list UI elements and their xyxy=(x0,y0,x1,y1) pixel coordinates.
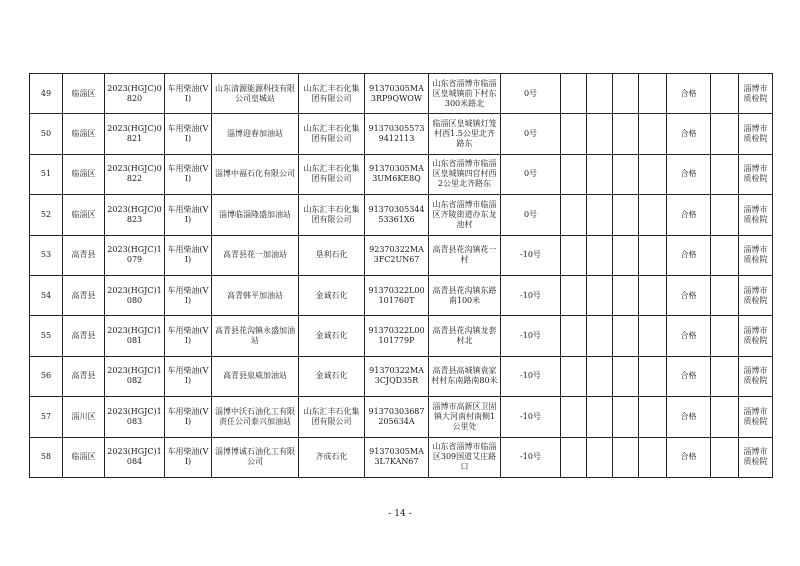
cell-station-name: 淄博临淄隆盛加油站 xyxy=(212,195,299,235)
cell-sample-id: 2023(HGJC)1083 xyxy=(105,397,165,437)
cell-address: 山东省淄博市临淄区皇城镇前下村东300米路北 xyxy=(429,74,501,114)
cell-address: 高青县花沟镇花一村 xyxy=(429,235,501,275)
cell-result: 合格 xyxy=(667,437,711,477)
cell-credit-code: 913703055739412113 xyxy=(365,114,429,154)
cell-station-name: 淄博博诚石油化工有限公司 xyxy=(212,437,299,477)
cell-agency: 淄博市质检院 xyxy=(739,356,773,396)
cell-grade: -10号 xyxy=(501,316,561,356)
cell-blank-1 xyxy=(561,275,587,315)
cell-supplier: 金诚石化 xyxy=(299,275,365,315)
cell-product: 车用柴油(VI) xyxy=(165,397,212,437)
cell-blank-3 xyxy=(613,397,639,437)
cell-row-index: 52 xyxy=(30,195,63,235)
cell-address: 高青县高城镇袁家村村东南路南80米 xyxy=(429,356,501,396)
table-row xyxy=(30,114,773,154)
cell-credit-code: 92370322MA3FC2UN67 xyxy=(365,235,429,275)
page-number: - 14 - xyxy=(388,509,412,519)
cell-result: 合格 xyxy=(667,154,711,194)
cell-result: 合格 xyxy=(667,397,711,437)
cell-blank-5 xyxy=(711,356,739,396)
cell-station-name: 高青韩平加油站 xyxy=(212,275,299,315)
cell-result: 合格 xyxy=(667,114,711,154)
table-row xyxy=(30,356,773,396)
cell-sample-id: 2023(HGJC)1082 xyxy=(105,356,165,396)
cell-result: 合格 xyxy=(667,316,711,356)
cell-result: 合格 xyxy=(667,74,711,114)
cell-sample-id: 2023(HGJC)0823 xyxy=(105,195,165,235)
cell-station-name: 淄博中沃石油化工有限责任公司泰兴加油站 xyxy=(212,397,299,437)
cell-blank-4 xyxy=(639,275,667,315)
cell-blank-3 xyxy=(613,356,639,396)
cell-product: 车用柴油(VI) xyxy=(165,437,212,477)
cell-product: 车用柴油(VI) xyxy=(165,235,212,275)
cell-result: 合格 xyxy=(667,235,711,275)
cell-row-index: 57 xyxy=(30,397,63,437)
cell-sample-id: 2023(HGJC)1079 xyxy=(105,235,165,275)
cell-product: 车用柴油(VI) xyxy=(165,275,212,315)
cell-result: 合格 xyxy=(667,356,711,396)
cell-row-index: 50 xyxy=(30,114,63,154)
cell-sample-id: 2023(HGJC)1084 xyxy=(105,437,165,477)
cell-grade: 0号 xyxy=(501,195,561,235)
cell-blank-3 xyxy=(613,437,639,477)
cell-credit-code: 91370322MA3CJQD35R xyxy=(365,356,429,396)
cell-credit-code: 91370305MA3UM6KE8Q xyxy=(365,154,429,194)
cell-station-name: 淄博中福石化有限公司 xyxy=(212,154,299,194)
cell-row-index: 55 xyxy=(30,316,63,356)
cell-blank-5 xyxy=(711,74,739,114)
cell-blank-4 xyxy=(639,356,667,396)
cell-address: 山东省淄博市临淄区齐陵街道办东龙池村 xyxy=(429,195,501,235)
cell-agency: 淄博市质检院 xyxy=(739,154,773,194)
cell-district: 高青县 xyxy=(63,235,105,275)
table-row xyxy=(30,437,773,477)
table-row xyxy=(30,74,773,114)
cell-supplier: 齐成石化 xyxy=(299,437,365,477)
cell-blank-3 xyxy=(613,316,639,356)
cell-grade: 0号 xyxy=(501,154,561,194)
cell-credit-code: 91370305MA3RP9QWOW xyxy=(365,74,429,114)
cell-station-name: 高青县花沟镇永盛加油站 xyxy=(212,316,299,356)
cell-blank-2 xyxy=(587,356,613,396)
cell-blank-3 xyxy=(613,235,639,275)
cell-blank-2 xyxy=(587,397,613,437)
cell-blank-5 xyxy=(711,275,739,315)
cell-address: 高青县花沟镇龙套村北 xyxy=(429,316,501,356)
cell-row-index: 51 xyxy=(30,154,63,194)
cell-address: 山东省淄博市临淄区皇城镇四官村西2公里北齐路东 xyxy=(429,154,501,194)
cell-agency: 淄博市质检院 xyxy=(739,195,773,235)
table-row xyxy=(30,397,773,437)
cell-agency: 淄博市质检院 xyxy=(739,397,773,437)
cell-sample-id: 2023(HGJC)0822 xyxy=(105,154,165,194)
table-body xyxy=(30,74,773,478)
cell-blank-1 xyxy=(561,316,587,356)
cell-address: 山东省淄博市临淄区309国道艾庄路口 xyxy=(429,437,501,477)
cell-district: 高青县 xyxy=(63,275,105,315)
cell-blank-1 xyxy=(561,235,587,275)
cell-agency: 淄博市质检院 xyxy=(739,275,773,315)
cell-blank-2 xyxy=(587,154,613,194)
table-row xyxy=(30,316,773,356)
cell-product: 车用柴油(VI) xyxy=(165,74,212,114)
cell-address: 淄博市高新区卫固镇大河南村南侧1公里处 xyxy=(429,397,501,437)
cell-station-name: 高青县花一加油站 xyxy=(212,235,299,275)
cell-product: 车用柴油(VI) xyxy=(165,114,212,154)
cell-credit-code: 91370322L00101779P xyxy=(365,316,429,356)
cell-agency: 淄博市质检院 xyxy=(739,235,773,275)
cell-sample-id: 2023(HGJC)1080 xyxy=(105,275,165,315)
cell-sample-id: 2023(HGJC)1081 xyxy=(105,316,165,356)
cell-blank-1 xyxy=(561,397,587,437)
cell-blank-5 xyxy=(711,316,739,356)
cell-product: 车用柴油(VI) xyxy=(165,316,212,356)
cell-blank-2 xyxy=(587,316,613,356)
cell-blank-5 xyxy=(711,397,739,437)
cell-result: 合格 xyxy=(667,195,711,235)
cell-blank-3 xyxy=(613,275,639,315)
cell-supplier: 山东汇丰石化集团有限公司 xyxy=(299,195,365,235)
cell-blank-2 xyxy=(587,195,613,235)
cell-blank-1 xyxy=(561,114,587,154)
cell-supplier: 山东汇丰石化集团有限公司 xyxy=(299,114,365,154)
cell-blank-5 xyxy=(711,437,739,477)
cell-agency: 淄博市质检院 xyxy=(739,437,773,477)
table-row xyxy=(30,195,773,235)
cell-blank-1 xyxy=(561,154,587,194)
cell-supplier: 山东汇丰石化集团有限公司 xyxy=(299,74,365,114)
cell-station-name: 山东清源能源科技有限公司皇城站 xyxy=(212,74,299,114)
cell-blank-4 xyxy=(639,114,667,154)
cell-credit-code: 9137030534453361X6 xyxy=(365,195,429,235)
cell-row-index: 58 xyxy=(30,437,63,477)
cell-agency: 淄博市质检院 xyxy=(739,74,773,114)
cell-blank-4 xyxy=(639,154,667,194)
cell-blank-1 xyxy=(561,356,587,396)
cell-agency: 淄博市质检院 xyxy=(739,316,773,356)
cell-blank-2 xyxy=(587,114,613,154)
cell-blank-4 xyxy=(639,316,667,356)
cell-credit-code: 91370303687205634A xyxy=(365,397,429,437)
cell-district: 临淄区 xyxy=(63,74,105,114)
cell-blank-4 xyxy=(639,437,667,477)
cell-district: 临淄区 xyxy=(63,437,105,477)
cell-blank-4 xyxy=(639,195,667,235)
cell-credit-code: 91370322L00101760T xyxy=(365,275,429,315)
cell-district: 临淄区 xyxy=(63,195,105,235)
cell-blank-4 xyxy=(639,397,667,437)
cell-blank-1 xyxy=(561,195,587,235)
cell-grade: -10号 xyxy=(501,397,561,437)
cell-supplier: 垦利石化 xyxy=(299,235,365,275)
cell-grade: -10号 xyxy=(501,437,561,477)
cell-credit-code: 91370305MA3L7KAN67 xyxy=(365,437,429,477)
cell-blank-2 xyxy=(587,235,613,275)
cell-sample-id: 2023(HGJC)0820 xyxy=(105,74,165,114)
cell-blank-5 xyxy=(711,235,739,275)
cell-product: 车用柴油(VI) xyxy=(165,195,212,235)
cell-district: 高青县 xyxy=(63,356,105,396)
cell-blank-5 xyxy=(711,154,739,194)
cell-grade: -10号 xyxy=(501,275,561,315)
cell-supplier: 金诚石化 xyxy=(299,316,365,356)
cell-blank-3 xyxy=(613,74,639,114)
cell-row-index: 54 xyxy=(30,275,63,315)
cell-station-name: 高青县泉威加油站 xyxy=(212,356,299,396)
cell-supplier: 山东汇丰石化集团有限公司 xyxy=(299,397,365,437)
cell-district: 淄川区 xyxy=(63,397,105,437)
cell-blank-2 xyxy=(587,74,613,114)
inspection-table xyxy=(29,73,773,478)
cell-agency: 淄博市质检院 xyxy=(739,114,773,154)
table-row xyxy=(30,235,773,275)
table-row xyxy=(30,154,773,194)
cell-blank-4 xyxy=(639,235,667,275)
cell-result: 合格 xyxy=(667,275,711,315)
cell-blank-2 xyxy=(587,275,613,315)
cell-product: 车用柴油(VI) xyxy=(165,356,212,396)
cell-blank-1 xyxy=(561,74,587,114)
cell-blank-4 xyxy=(639,74,667,114)
cell-grade: 0号 xyxy=(501,114,561,154)
cell-district: 临淄区 xyxy=(63,114,105,154)
cell-station-name: 淄博迎春加油站 xyxy=(212,114,299,154)
cell-row-index: 53 xyxy=(30,235,63,275)
cell-product: 车用柴油(VI) xyxy=(165,154,212,194)
cell-supplier: 山东汇丰石化集团有限公司 xyxy=(299,154,365,194)
cell-address: 临淄区皇城镇灯笼村西1.5公里北齐路东 xyxy=(429,114,501,154)
cell-grade: -10号 xyxy=(501,235,561,275)
cell-grade: 0号 xyxy=(501,74,561,114)
cell-blank-2 xyxy=(587,437,613,477)
cell-sample-id: 2023(HGJC)0821 xyxy=(105,114,165,154)
table-row xyxy=(30,275,773,315)
cell-blank-3 xyxy=(613,114,639,154)
cell-row-index: 56 xyxy=(30,356,63,396)
cell-district: 高青县 xyxy=(63,316,105,356)
cell-blank-5 xyxy=(711,195,739,235)
cell-blank-3 xyxy=(613,154,639,194)
cell-district: 临淄区 xyxy=(63,154,105,194)
cell-blank-5 xyxy=(711,114,739,154)
cell-blank-3 xyxy=(613,195,639,235)
cell-supplier: 金诚石化 xyxy=(299,356,365,396)
cell-blank-1 xyxy=(561,437,587,477)
cell-address: 高青县花沟镇东路南100米 xyxy=(429,275,501,315)
cell-row-index: 49 xyxy=(30,74,63,114)
cell-grade: -10号 xyxy=(501,356,561,396)
